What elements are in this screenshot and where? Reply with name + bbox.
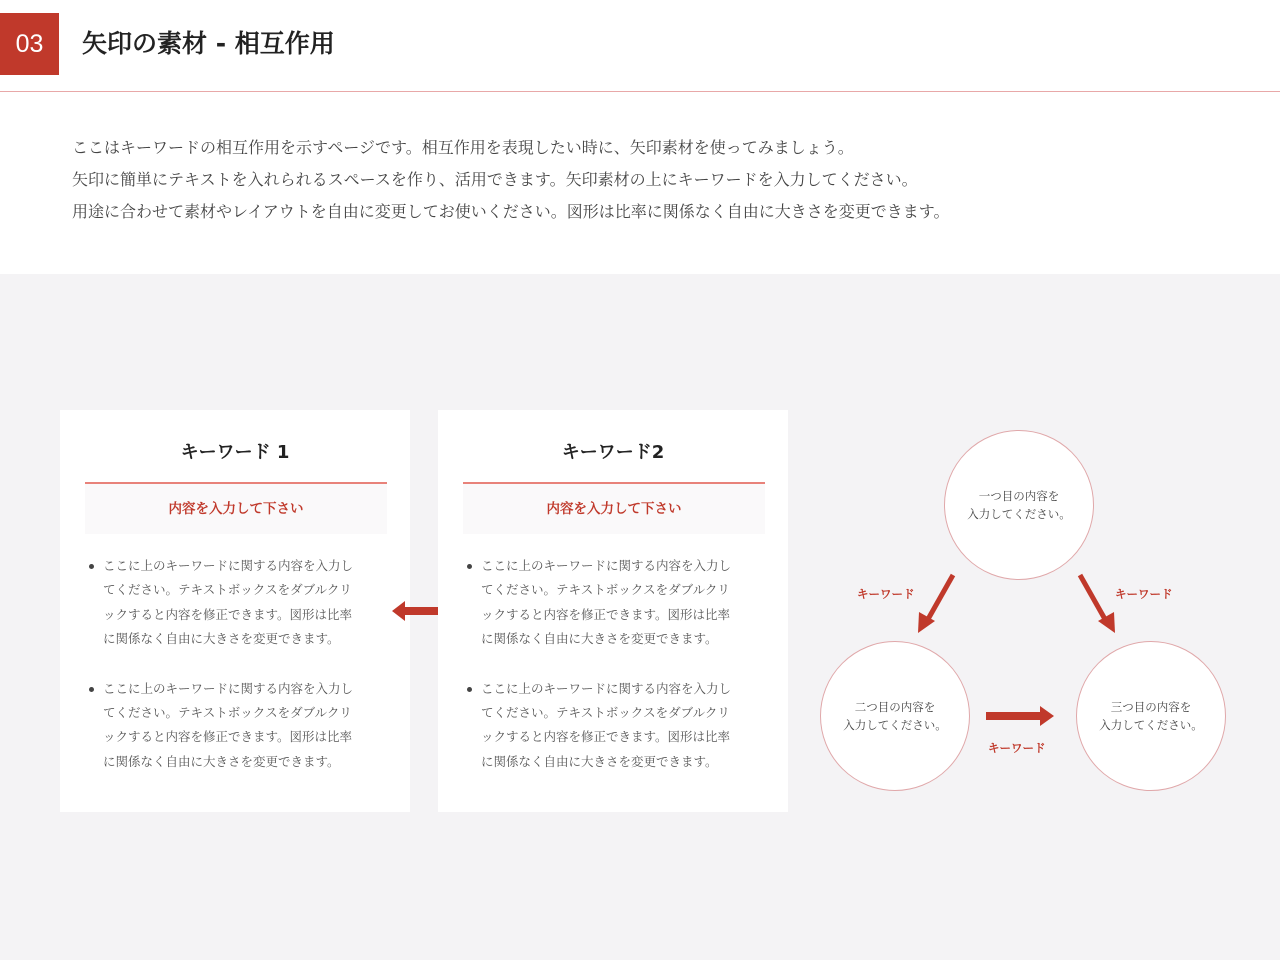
bullet-dot-icon bbox=[89, 564, 94, 569]
card-bullet-list bbox=[466, 554, 766, 799]
intro-line: 用途に合わせて素材やレイアウトを自由に変更してお使いください。図形は比率に関係なく自由に大きさを変更できます。 bbox=[72, 202, 950, 221]
bullet-line: てください。テキストボックスをダブルクリ bbox=[481, 582, 730, 598]
page-title: 矢印の素材 - 相互作用 bbox=[82, 29, 335, 58]
list-item bbox=[88, 677, 388, 775]
circle-text: 二つ目の内容を bbox=[854, 700, 936, 714]
card-title: キーワード 1 bbox=[180, 442, 290, 463]
bullet-line: ここに上のキーワードに関する内容を入力し bbox=[481, 558, 732, 573]
bullet-line: ックすると内容を修正できます。図形は比率 bbox=[481, 606, 731, 622]
intro-section bbox=[0, 92, 1280, 274]
bullet-line: てください。テキストボックスをダブルクリ bbox=[103, 705, 352, 721]
bullet-dot-icon bbox=[467, 687, 472, 692]
intro-line: 矢印に簡単にテキストを入れられるスペースを作り、活用できます。矢印素材の上にキーワードを入力してください。 bbox=[72, 170, 918, 189]
bullet-line: に関係なく自由に大きさを変更できます。 bbox=[103, 631, 340, 647]
list-item bbox=[466, 677, 766, 775]
circle-text: 三つ目の内容を bbox=[1110, 700, 1192, 714]
intro-line: ここはキーワードの相互作用を示すページです。相互作用を表現したい時に、矢印素材を使ってみましょう。 bbox=[72, 138, 854, 157]
keyword-card-1 bbox=[60, 410, 410, 812]
keyword-card-2 bbox=[438, 410, 788, 812]
bullet-line: ックすると内容を修正できます。図形は比率 bbox=[481, 729, 731, 745]
circle-text: 入力してください。 bbox=[1099, 718, 1203, 732]
bullet-line: ここに上のキーワードに関する内容を入力し bbox=[103, 558, 354, 573]
cycle-circle-3 bbox=[1076, 641, 1226, 791]
circle-text: 一つ目の内容を bbox=[978, 489, 1060, 503]
bullet-line: てください。テキストボックスをダブルクリ bbox=[103, 582, 352, 598]
cycle-circle-2 bbox=[820, 641, 970, 791]
arrow-down-right-icon bbox=[0, 0, 1, 1]
circle-text: 入力してください。 bbox=[843, 718, 947, 732]
bullet-dot-icon bbox=[89, 687, 94, 692]
bullet-line: に関係なく自由に大きさを変更できます。 bbox=[481, 631, 718, 647]
card-title: キーワード2 bbox=[561, 442, 665, 463]
header bbox=[0, 0, 1280, 92]
bullet-line: に関係なく自由に大きさを変更できます。 bbox=[103, 753, 340, 769]
page-number-badge: 03 bbox=[0, 13, 59, 75]
arrow-keyword-label: キーワード bbox=[857, 587, 915, 601]
card-subtitle: 内容を入力して下さい bbox=[463, 482, 765, 534]
card-subtitle: 内容を入力して下さい bbox=[85, 482, 387, 534]
list-item bbox=[88, 554, 388, 652]
arrow-keyword-label: キーワード bbox=[988, 741, 1046, 755]
bullet-line: ックすると内容を修正できます。図形は比率 bbox=[103, 729, 353, 745]
bullet-line: ックすると内容を修正できます。図形は比率 bbox=[103, 606, 353, 622]
bullet-line: ここに上のキーワードに関する内容を入力し bbox=[103, 680, 354, 696]
bullet-line: に関係なく自由に大きさを変更できます。 bbox=[481, 753, 718, 769]
bullet-line: ここに上のキーワードに関する内容を入力し bbox=[481, 680, 732, 696]
arrow-keyword-label: キーワード bbox=[1115, 587, 1173, 601]
bullet-line: てください。テキストボックスをダブルクリ bbox=[481, 705, 730, 721]
card-bullet-list bbox=[88, 554, 388, 799]
circle-text: 入力してください。 bbox=[967, 507, 1071, 521]
bullet-dot-icon bbox=[467, 564, 472, 569]
cycle-circle-1 bbox=[944, 430, 1094, 580]
list-item bbox=[466, 554, 766, 652]
arrow-right-icon bbox=[986, 705, 1054, 727]
